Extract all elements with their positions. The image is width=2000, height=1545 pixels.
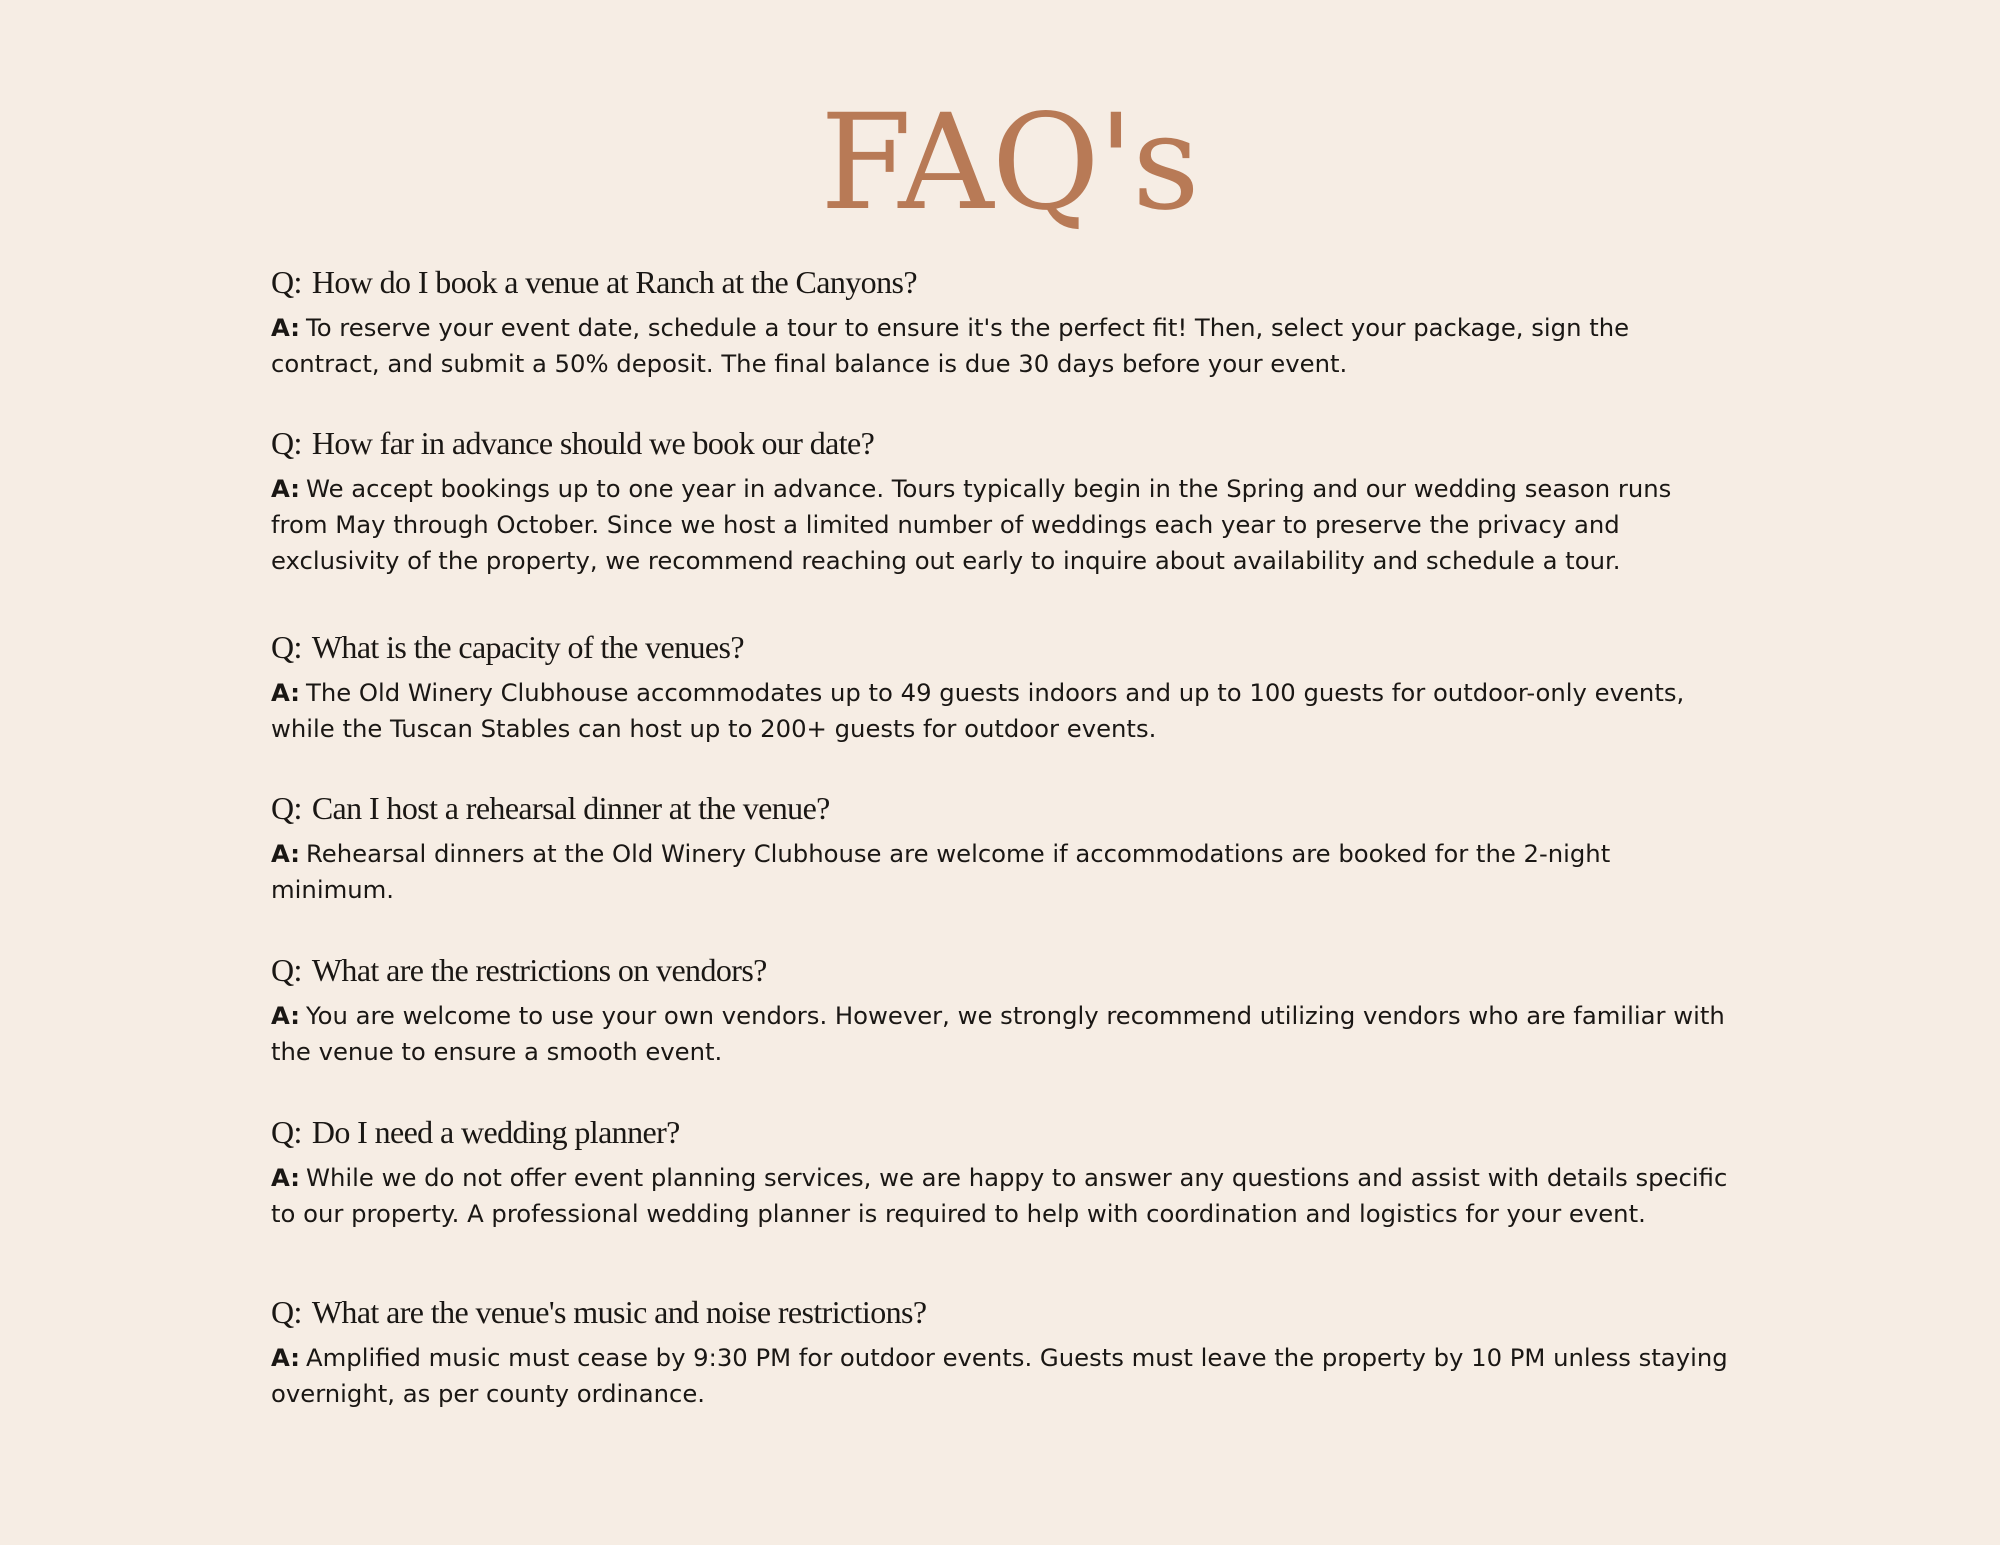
question-text: What are the venue's music and noise restrictions? [311,1294,927,1330]
answer-text: While we do not offer event planning services, we are happy to answer any questions and assist with details specific to our property. A professional wedding planner is required to help with coordination and logistics for your event. [271,1163,1728,1228]
faq-question [271,788,1731,828]
question-text: What are the restrictions on vendors? [311,952,767,988]
faq-answer [271,310,1731,382]
faq-question [271,627,1731,667]
faq-question [271,1292,1731,1332]
faq-answer [271,998,1731,1070]
faq-item-booking [271,262,1731,382]
question-text: How do I book a venue at Ranch at the Canyons? [311,264,917,300]
answer-prefix: A: [271,313,300,342]
answer-prefix: A: [271,1163,300,1192]
faq-item-wedding-planner [271,1112,1731,1232]
answer-text: Rehearsal dinners at the Old Winery Clubhouse are welcome if accommodations are booked for the 2-night minimum. [271,839,1611,904]
faq-question [271,950,1731,990]
question-prefix: Q: [271,1114,302,1150]
question-prefix: Q: [271,264,302,300]
answer-prefix: A: [271,474,300,503]
answer-prefix: A: [271,1001,300,1030]
faq-item-music-noise [271,1292,1731,1412]
question-prefix: Q: [271,425,302,461]
answer-text: You are welcome to use your own vendors. However, we strongly recommend utilizing vendors who are familiar with the venue to ensure a smooth event. [271,1001,1725,1066]
question-text: What is the capacity of the venues? [311,629,744,665]
faq-item-rehearsal-dinner [271,788,1731,908]
question-prefix: Q: [271,952,302,988]
faq-item-capacity [271,627,1731,747]
faq-answer [271,471,1731,579]
faq-answer [271,1160,1731,1232]
page-title: FAQ's [820,86,1198,240]
faq-item-advance-booking [271,423,1731,579]
faq-answer [271,675,1731,747]
faq-answer [271,1340,1731,1412]
question-text: Can I host a rehearsal dinner at the venue? [311,790,830,826]
question-prefix: Q: [271,1294,302,1330]
faq-question [271,1112,1731,1152]
question-prefix: Q: [271,790,302,826]
answer-prefix: A: [271,839,300,868]
faq-question [271,423,1731,463]
faq-question [271,262,1731,302]
answer-text: The Old Winery Clubhouse accommodates up to 49 guests indoors and up to 100 guests for outdoor-only events, while the Tuscan Stables can host up to 200+ guests for outdoor events. [271,678,1685,743]
answer-text: To reserve your event date, schedule a tour to ensure it's the perfect fit! Then, select your package, sign the contract, and submit a 50% deposit. The final balance is due 30 days before your event. [271,313,1630,378]
answer-prefix: A: [271,1343,300,1372]
answer-prefix: A: [271,678,300,707]
question-text: How far in advance should we book our date? [311,425,875,461]
faq-item-vendors [271,950,1731,1070]
question-prefix: Q: [271,629,302,665]
faq-answer [271,836,1731,908]
answer-text: We accept bookings up to one year in advance. Tours typically begin in the Spring and our wedding season runs from May through October. Since we host a limited number of weddings each year to preserve the privacy and exclusivity of the property, we recommend reaching out early to inquire about availability and schedule a tour. [271,474,1672,575]
answer-text: Amplified music must cease by 9:30 PM for outdoor events. Guests must leave the property by 10 PM unless staying overnight, as per county ordinance. [271,1343,1728,1408]
question-text: Do I need a wedding planner? [311,1114,680,1150]
